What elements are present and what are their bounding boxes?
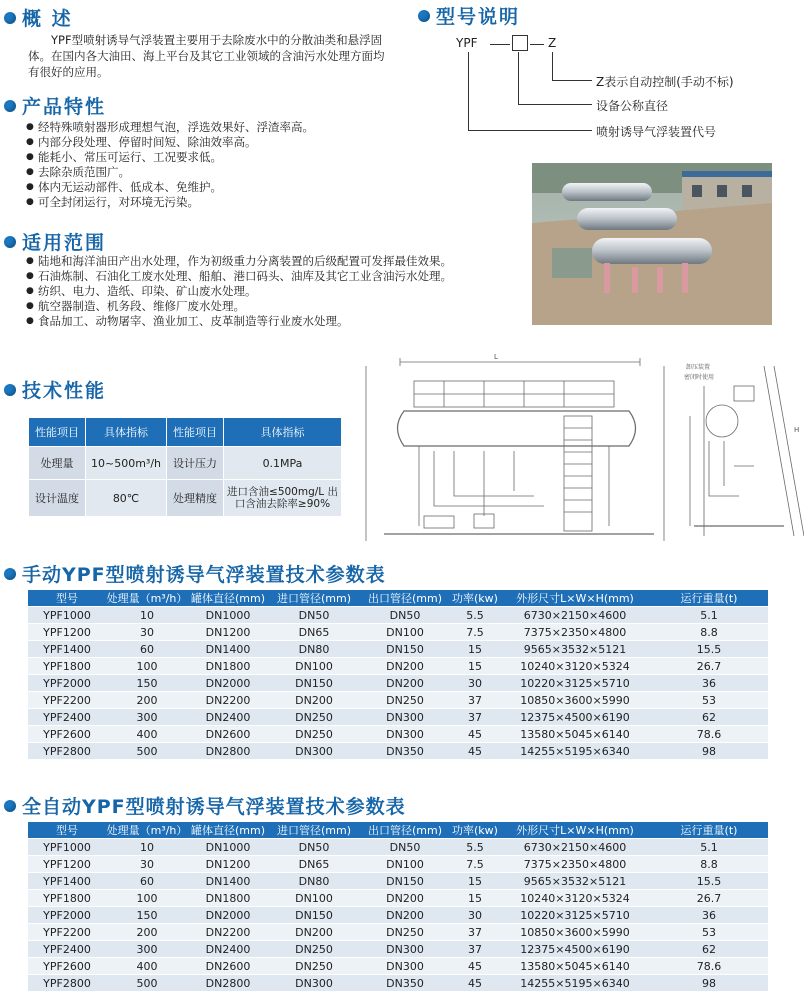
table-cell: DN100 [268, 890, 360, 907]
table-cell: DN300 [360, 941, 450, 958]
table-header-cell: 外形尺寸L×W×H(mm) [500, 822, 650, 839]
list-item: ● 航空器制造、机务段、维修厂废水处理。 [26, 299, 526, 314]
table-cell: DN1800 [188, 890, 268, 907]
tech-title: 技术性能 [22, 380, 107, 402]
table-cell: 78.6 [650, 958, 768, 975]
table-cell: DN250 [268, 958, 360, 975]
table-cell: YPF1800 [28, 890, 106, 907]
table-cell: DN200 [360, 675, 450, 692]
table-row [28, 624, 768, 641]
table-cell: 300 [106, 941, 188, 958]
table-cell: DN1800 [188, 658, 268, 675]
table-header-row [28, 822, 768, 839]
table-cell: DN2400 [188, 941, 268, 958]
table-cell: DN2400 [188, 709, 268, 726]
table-cell: DN300 [268, 743, 360, 760]
table-cell: 45 [450, 958, 500, 975]
table-cell: 12375×4500×6190 [500, 709, 650, 726]
model-title: 型号说明 [436, 6, 521, 28]
table-cell: 60 [106, 873, 188, 890]
table-row [28, 941, 768, 958]
drawing-label-l: L [494, 353, 498, 361]
table-cell: DN2600 [188, 958, 268, 975]
table-header-cell: 出口管径(mm) [360, 822, 450, 839]
manual-params-table [28, 590, 768, 760]
table-cell: 15 [450, 658, 500, 675]
manual-table-title: 手动YPF型喷射诱导气浮装置技术参数表 [22, 564, 386, 586]
table-header-cell: 罐体直径(mm) [188, 590, 268, 607]
table-cell: 15 [450, 873, 500, 890]
model-heading [418, 2, 520, 29]
table-cell: DN300 [360, 709, 450, 726]
table-cell: 0.1MPa [224, 447, 342, 480]
table-cell: DN200 [360, 890, 450, 907]
list-item: ● 去除杂质范围广。 [26, 165, 406, 180]
table-cell: YPF2200 [28, 692, 106, 709]
table-row [28, 856, 768, 873]
table-cell: 78.6 [650, 726, 768, 743]
table-cell: YPF1000 [28, 839, 106, 856]
table-cell: 37 [450, 709, 500, 726]
table-cell: 98 [650, 743, 768, 760]
table-cell: DN150 [268, 907, 360, 924]
table-cell: 36 [650, 907, 768, 924]
table-cell: 30 [450, 675, 500, 692]
model-code-ypf: YPF [456, 36, 478, 50]
table-cell: 37 [450, 924, 500, 941]
table-row [28, 658, 768, 675]
table-cell: DN1400 [188, 873, 268, 890]
table-cell: DN65 [268, 624, 360, 641]
table-cell: DN200 [360, 907, 450, 924]
table-cell: 14255×5195×6340 [500, 743, 650, 760]
table-row [28, 675, 768, 692]
table-cell: 10850×3600×5990 [500, 924, 650, 941]
tech-table [28, 417, 342, 517]
table-cell: DN50 [360, 607, 450, 624]
bullet-dot-icon [418, 10, 430, 22]
table-cell: 53 [650, 924, 768, 941]
list-item: ● 食品加工、动物屠宰、渔业加工、皮革制造等行业废水处理。 [26, 314, 526, 329]
table-cell: 26.7 [650, 890, 768, 907]
table-cell: 7.5 [450, 856, 500, 873]
table-cell: 45 [450, 726, 500, 743]
table-cell: YPF1200 [28, 624, 106, 641]
table-header-cell: 具体指标 [224, 418, 342, 447]
table-cell: DN250 [268, 941, 360, 958]
bullet-dot-icon [4, 236, 16, 248]
table-cell: DN65 [268, 856, 360, 873]
table-cell: YPF1000 [28, 607, 106, 624]
table-cell: 进口含油≤500mg/L 出口含油去除率≥90% [224, 480, 342, 517]
table-cell: 36 [650, 675, 768, 692]
table-cell: 15 [450, 641, 500, 658]
table-header-cell: 罐体直径(mm) [188, 822, 268, 839]
table-cell: 10~500m³/h [86, 447, 167, 480]
features-title: 产品特性 [22, 96, 107, 118]
table-row [28, 726, 768, 743]
table-cell: 13580×5045×6140 [500, 726, 650, 743]
table-cell: DN150 [268, 675, 360, 692]
table-header-cell: 功率(kw) [450, 590, 500, 607]
table-header-cell: 性能项目 [167, 418, 224, 447]
model-code-box [512, 35, 528, 51]
table-cell: 30 [450, 907, 500, 924]
table-cell: DN1000 [188, 839, 268, 856]
table-cell: DN1400 [188, 641, 268, 658]
table-cell: 10 [106, 839, 188, 856]
scope-title: 适用范围 [22, 232, 107, 254]
table-cell: 400 [106, 958, 188, 975]
table-cell: 6730×2150×4600 [500, 607, 650, 624]
table-cell: DN1200 [188, 624, 268, 641]
list-item: ● 内部分段处理、停留时间短、除油效率高。 [26, 135, 406, 150]
table-cell: 13580×5045×6140 [500, 958, 650, 975]
table-cell: 10850×3600×5990 [500, 692, 650, 709]
bullet-dot-icon [4, 100, 16, 112]
table-cell: DN150 [360, 873, 450, 890]
table-cell: YPF2800 [28, 975, 106, 992]
table-header-row [28, 590, 768, 607]
auto-params-table [28, 822, 768, 992]
table-cell: DN300 [360, 726, 450, 743]
table-cell: DN250 [360, 924, 450, 941]
list-item: ● 陆地和海洋油田产出水处理，作为初级重力分离装置的后级配置可发挥最佳效果。 [26, 254, 526, 269]
table-header-cell: 功率(kw) [450, 822, 500, 839]
table-cell: DN1000 [188, 607, 268, 624]
table-cell: 500 [106, 743, 188, 760]
features-heading [4, 92, 106, 119]
table-row [29, 480, 342, 517]
table-row [28, 958, 768, 975]
table-cell: DN80 [268, 641, 360, 658]
table-cell: 10220×3125×5710 [500, 907, 650, 924]
table-cell: DN2000 [188, 675, 268, 692]
list-item: ● 纺织、电力、造纸、印染、矿山废水处理。 [26, 284, 526, 299]
table-cell: 80℃ [86, 480, 167, 517]
table-cell: YPF2800 [28, 743, 106, 760]
features-list [26, 120, 406, 210]
table-cell: YPF2400 [28, 941, 106, 958]
table-cell: 37 [450, 692, 500, 709]
table-row [28, 890, 768, 907]
drawing-label-h: H [794, 426, 800, 434]
table-cell: YPF2000 [28, 907, 106, 924]
table-row [28, 924, 768, 941]
table-row [28, 692, 768, 709]
list-item: ● 可全封闭运行，对环境无污染。 [26, 195, 406, 210]
table-header-cell: 性能项目 [29, 418, 86, 447]
table-cell: 6730×2150×4600 [500, 839, 650, 856]
model-desc-diameter: 设备公称直径 [596, 99, 669, 113]
table-cell: 5.5 [450, 607, 500, 624]
table-cell: 10220×3125×5710 [500, 675, 650, 692]
table-cell: DN50 [268, 839, 360, 856]
table-cell: DN100 [268, 658, 360, 675]
table-cell: 500 [106, 975, 188, 992]
table-cell: 7375×2350×4800 [500, 624, 650, 641]
table-header-cell: 处理量（m³/h） [106, 592, 188, 605]
table-header-cell: 运行重量(t) [650, 822, 768, 839]
table-cell: YPF2600 [28, 958, 106, 975]
table-cell: 45 [450, 975, 500, 992]
table-cell: DN150 [360, 641, 450, 658]
table-cell: DN2800 [188, 975, 268, 992]
table-cell: 9565×3532×5121 [500, 873, 650, 890]
table-header-cell: 进口管径(mm) [268, 590, 360, 607]
table-cell: 处理量 [29, 447, 86, 480]
table-cell: 15.5 [650, 641, 768, 658]
table-cell: 9565×3532×5121 [500, 641, 650, 658]
table-cell: DN350 [360, 975, 450, 992]
table-row [28, 873, 768, 890]
table-cell: DN100 [360, 624, 450, 641]
table-header-row [29, 418, 342, 447]
table-header-cell: 处理量（m³/h） [106, 824, 188, 837]
table-cell: 10240×3120×5324 [500, 890, 650, 907]
scope-list [26, 254, 526, 329]
table-cell: DN2800 [188, 743, 268, 760]
drawing-note-1: 卸压装置 [686, 364, 711, 371]
table-row [28, 709, 768, 726]
table-row [28, 607, 768, 624]
table-cell: 100 [106, 890, 188, 907]
table-cell: DN250 [360, 692, 450, 709]
table-cell: DN200 [268, 692, 360, 709]
table-cell: 200 [106, 692, 188, 709]
table-header-cell: 出口管径(mm) [360, 590, 450, 607]
table-row [28, 839, 768, 856]
table-cell: 5.1 [650, 839, 768, 856]
table-cell: YPF2400 [28, 709, 106, 726]
bullet-dot-icon [4, 568, 16, 580]
table-cell: DN350 [360, 743, 450, 760]
model-code-z: Z [548, 36, 557, 50]
list-item: ● 石油炼制、石油化工废水处理、船舶、港口码头、油库及其它工业含油污水处理。 [26, 269, 526, 284]
table-cell: 98 [650, 975, 768, 992]
table-cell: 150 [106, 907, 188, 924]
table-cell: YPF1400 [28, 873, 106, 890]
table-cell: DN50 [360, 839, 450, 856]
table-cell: DN200 [268, 924, 360, 941]
table-cell: DN250 [268, 709, 360, 726]
scope-heading [4, 228, 106, 255]
table-cell: YPF2200 [28, 924, 106, 941]
table-cell: 10240×3120×5324 [500, 658, 650, 675]
table-cell: DN300 [268, 975, 360, 992]
table-row [28, 975, 768, 992]
table-cell: 30 [106, 624, 188, 641]
table-cell: 14255×5195×6340 [500, 975, 650, 992]
bullet-dot-icon [4, 384, 16, 396]
table-row [29, 447, 342, 480]
model-desc-code: 喷射诱导气浮装置代号 [596, 125, 717, 139]
table-cell: 400 [106, 726, 188, 743]
table-cell: DN2200 [188, 692, 268, 709]
table-cell: DN200 [360, 658, 450, 675]
table-cell: DN2000 [188, 907, 268, 924]
table-cell: 处理精度 [167, 480, 224, 517]
table-header-cell: 具体指标 [86, 418, 167, 447]
table-cell: 62 [650, 709, 768, 726]
table-cell: 26.7 [650, 658, 768, 675]
table-cell: 8.8 [650, 624, 768, 641]
table-cell: DN250 [268, 726, 360, 743]
table-cell: 5.5 [450, 839, 500, 856]
drawing-note-2: 密闭时使用 [684, 374, 715, 381]
table-header-cell: 外形尺寸L×W×H(mm) [500, 590, 650, 607]
table-cell: DN50 [268, 607, 360, 624]
table-cell: 8.8 [650, 856, 768, 873]
table-row [28, 743, 768, 760]
table-header-cell: 进口管径(mm) [268, 822, 360, 839]
list-item: ● 体内无运动部件、低成本、免维护。 [26, 180, 406, 195]
table-cell: DN300 [360, 958, 450, 975]
table-cell: 200 [106, 924, 188, 941]
list-item: ● 经特殊喷射器形成理想气泡，浮选效果好、浮渣率高。 [26, 120, 406, 135]
table-cell: 7375×2350×4800 [500, 856, 650, 873]
table-cell: DN2600 [188, 726, 268, 743]
equipment-photo [532, 163, 772, 325]
table-cell: 设计压力 [167, 447, 224, 480]
table-header-cell: 型号 [28, 822, 106, 839]
table-header-cell: 型号 [28, 590, 106, 607]
table-cell: 100 [106, 658, 188, 675]
table-cell: 37 [450, 941, 500, 958]
table-cell: YPF2600 [28, 726, 106, 743]
table-cell: DN80 [268, 873, 360, 890]
table-cell: 设计温度 [29, 480, 86, 517]
table-cell: 10 [106, 607, 188, 624]
table-cell: 53 [650, 692, 768, 709]
table-cell: 15.5 [650, 873, 768, 890]
table-cell: YPF2000 [28, 675, 106, 692]
table-cell: 15 [450, 890, 500, 907]
table-cell: YPF1200 [28, 856, 106, 873]
table-cell: YPF1800 [28, 658, 106, 675]
table-cell: 150 [106, 675, 188, 692]
table-cell: DN1200 [188, 856, 268, 873]
auto-table-heading [4, 792, 406, 819]
technical-drawing [364, 353, 804, 546]
bullet-dot-icon [4, 12, 16, 24]
overview-title: 概 述 [22, 8, 73, 30]
table-cell: 45 [450, 743, 500, 760]
bullet-dot-icon [4, 800, 16, 812]
table-cell: 12375×4500×6190 [500, 941, 650, 958]
overview-text: YPF型喷射诱导气浮装置主要用于去除废水中的分散油类和悬浮固体。在国内各大油田、海上平台及其它工业领域的含油污水处理方面均有很好的应用。 [28, 33, 385, 79]
table-header-cell: 运行重量(t) [650, 590, 768, 607]
model-desc-auto: Z表示自动控制(手动不标) [596, 75, 734, 89]
table-cell: 5.1 [650, 607, 768, 624]
table-cell: 300 [106, 709, 188, 726]
table-row [28, 907, 768, 924]
list-item: ● 能耗小、常压可运行、工况要求低。 [26, 150, 406, 165]
manual-table-heading [4, 560, 386, 587]
table-cell: 30 [106, 856, 188, 873]
table-cell: 60 [106, 641, 188, 658]
table-row [28, 641, 768, 658]
table-cell: DN2200 [188, 924, 268, 941]
table-cell: DN100 [360, 856, 450, 873]
tech-heading [4, 376, 106, 403]
auto-table-title: 全自动YPF型喷射诱导气浮装置技术参数表 [22, 796, 406, 818]
overview-heading [4, 4, 73, 31]
table-cell: 7.5 [450, 624, 500, 641]
table-cell: 62 [650, 941, 768, 958]
table-cell: YPF1400 [28, 641, 106, 658]
